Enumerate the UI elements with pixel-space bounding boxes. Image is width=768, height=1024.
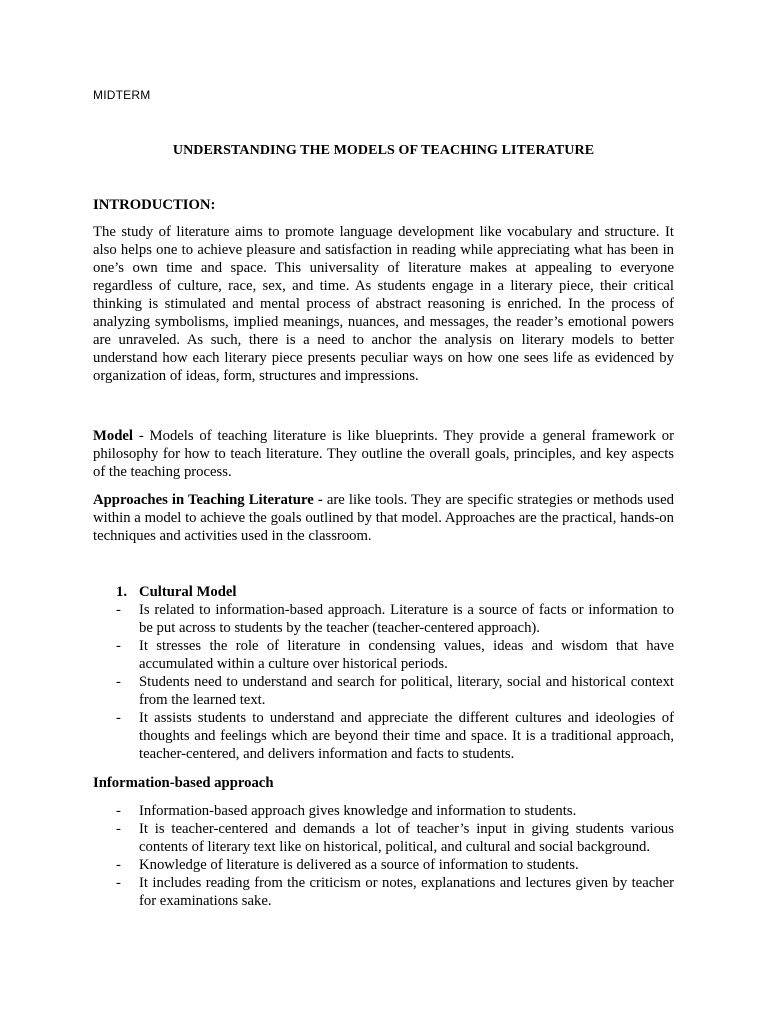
- list-item-text: Knowledge of literature is delivered as a source of information to students.: [139, 857, 579, 873]
- introduction-paragraph: The study of literature aims to promote language development like vocabulary and structure. It also helps one to achieve pleasure and satisfaction in reading while appreciating what has been in one’s own time and space. This universality of literature makes at appealing to everyone regardless of culture, race, sex, and time. As students engage in a literary piece, their critical thinking is stimulated and mental process of abstract reasoning is enriched. In the process of analyzing symbolisms, implied meanings, nuances, and messages, the reader’s emotional powers are unraveled. As such, there is a need to anchor the analysis on literary models to better understand how each literary piece presents peculiar ways on how one sees life as evidenced by organization of ideas, form, structures and impressions.: [93, 224, 674, 384]
- list-item-text: It assists students to understand and appreciate the different cultures and ideologies of thoughts and feelings which are beyond their time and space. It is a traditional approach, teacher-centered, and delivers information and facts to students.: [139, 710, 674, 762]
- header-label: MIDTERM: [93, 88, 151, 102]
- dash-bullet: -: [116, 803, 121, 819]
- list-number: 1.: [116, 584, 128, 600]
- list-item-text: Students need to understand and search for political, literary, social and historical context from the learned text.: [139, 674, 674, 708]
- list-item-text: It includes reading from the criticism or notes, explanations and lectures given by teacher for examinations sake.: [139, 875, 674, 909]
- model-definition-paragraph: [93, 427, 674, 481]
- list-item: [93, 637, 674, 673]
- dash-bullet: -: [116, 710, 121, 726]
- list-item: [93, 709, 674, 763]
- dash-bullet: -: [116, 857, 121, 873]
- document-title: UNDERSTANDING THE MODELS OF TEACHING LITERATURE: [172, 143, 595, 158]
- list-item-text: It is teacher-centered and demands a lot of teacher’s input in giving students various contents of literary text like on historical, political, and cultural and social background.: [139, 821, 674, 855]
- list-item: [93, 673, 674, 709]
- cultural-model-list: [93, 601, 674, 763]
- dash-bullet: -: [116, 821, 121, 837]
- list-item: [93, 601, 674, 637]
- list-item-text: Is related to information-based approach. Literature is a source of facts or information to be put across to students by the teacher (teacher-centered approach).: [139, 602, 674, 636]
- list-item-text: Information-based approach gives knowledge and information to students.: [139, 803, 577, 819]
- cultural-model-section: [93, 583, 674, 763]
- dash-bullet: -: [116, 602, 121, 618]
- list-item: [93, 874, 674, 910]
- model-definition-text: - Models of teaching literature is like blueprints. They provide a general framework or philosophy for how to teach literature. They outline the overall goals, principles, and key aspects of the teaching process.: [93, 428, 674, 480]
- dash-bullet: -: [116, 875, 121, 891]
- cultural-model-heading: [93, 583, 674, 601]
- list-item: [93, 820, 674, 856]
- information-approach-section: [93, 802, 674, 910]
- cultural-model-title: Cultural Model: [139, 584, 237, 600]
- information-approach-heading: Information-based approach: [93, 775, 274, 791]
- approach-term: Approaches in Teaching Literature -: [93, 492, 323, 508]
- information-approach-list: [93, 802, 674, 910]
- approach-definition-paragraph: [93, 491, 674, 545]
- approach-definition-text: are like tools. They are specific strategies or methods used within a model to achieve the goals outlined by that model. Approaches are the practical, hands-on techniques and activities used in the classroom.: [93, 492, 674, 544]
- dash-bullet: -: [116, 638, 121, 654]
- dash-bullet: -: [116, 674, 121, 690]
- introduction-heading: INTRODUCTION:: [93, 197, 216, 213]
- list-item: [93, 802, 674, 820]
- list-item-text: It stresses the role of literature in condensing values, ideas and wisdom that have accumulated within a culture over historical periods.: [139, 638, 674, 672]
- list-item: [93, 856, 674, 874]
- model-term: Model: [93, 428, 133, 444]
